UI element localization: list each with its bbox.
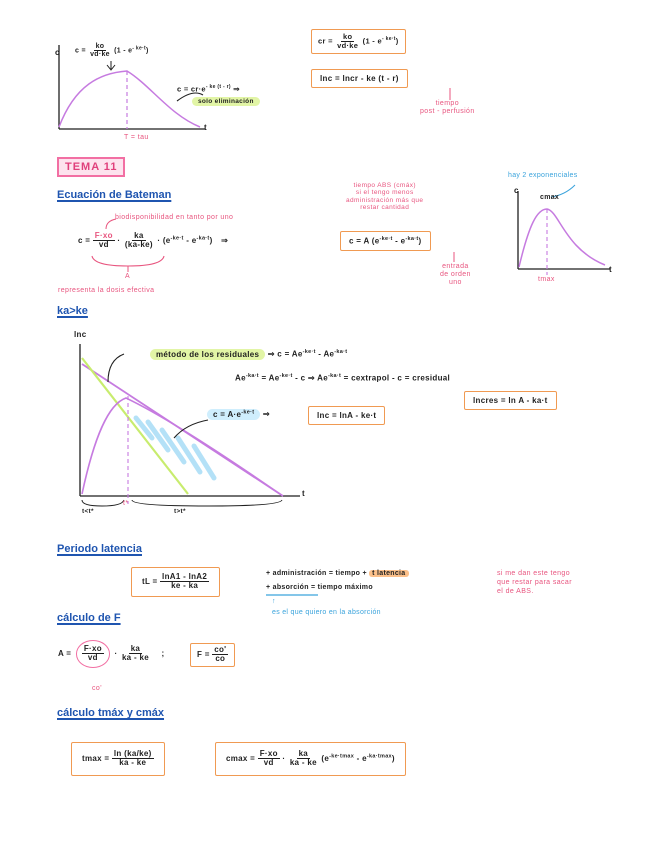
axis-t-label: t — [204, 123, 207, 132]
bateman-heading: Ecuación de Bateman — [57, 189, 172, 201]
t-less-label: t<t* — [82, 508, 94, 515]
cmax-box: cmax = $\frac{F\cdot xo}{vd}$ · $\frac{ka}{ka - ke}$ $(e^{-ke\cdot tmax} - e^{-ka\cdot tmax})$ — [215, 742, 406, 776]
f-ratio-box: F = $\frac{co'}{co}$ — [190, 643, 235, 667]
administracion-line: + administración = tiempo + t latencia — [266, 570, 409, 577]
solo-eliminacion-label: solo eliminación — [192, 97, 260, 106]
t-latencia-highlight: t latencia — [369, 570, 408, 577]
entrada-arrow — [452, 252, 458, 264]
absorcion-note: es el que quiero en la absorción — [272, 609, 381, 616]
tau-label: T = tau — [124, 134, 149, 141]
latencia-heading: Periodo latencia — [57, 543, 142, 555]
tema-badge: TEMA 11 — [57, 157, 125, 177]
cr-formula-box: cr = $\frac{ko}{vd\cdot ke}$ $(1 - e^{- ke\cdot t})$ — [311, 29, 406, 54]
mini-axis-c: c — [514, 186, 519, 195]
biodisp-arrow — [102, 219, 122, 231]
latencia-box: tL = $\frac{\ln A1 - \ln A2}{ke - ka}$ — [131, 567, 220, 597]
kake-heading: ka>ke — [57, 305, 88, 317]
tiempo-post-note: tiempo post - perfusión — [420, 100, 475, 116]
dosis-efectiva-note: representa la dosis efectiva — [58, 287, 155, 294]
calculo-tmax-heading: cálculo tmáx y cmáx — [57, 707, 165, 719]
tmax-label: tmax — [538, 276, 555, 283]
axis-lnc-label: lnc — [74, 330, 87, 339]
dos-exponenciales-note: hay 2 exponenciales — [508, 172, 578, 179]
entrada-note: entrada de orden uno — [440, 263, 471, 287]
tmax-box: tmax = $\frac{\ln (ka/ke)}{ka - ke}$ — [71, 742, 165, 776]
residual-derivation: $Ae^{-ka\cdot t} = Ae^{-ke\cdot t} - c$ ⇒ $Ae^{-ka\cdot t}$ = cextrapol - c = cresidual — [235, 373, 451, 383]
fxo-circled: $\frac{F\cdot xo}{vd}$ — [76, 640, 110, 668]
calculo-f-equation: A = $\frac{F\cdot xo}{vd}$ · $\frac{ka}{ka - ke}$ ; — [58, 640, 164, 668]
biodisponibilidad-note: biodisponibilidad en tanto por uno — [115, 214, 234, 221]
bateman-equation: c = $\frac{F\cdot xo}{vd}$ · $\frac{ka}{(ka-ke)}$ · $(e^{-ke\cdot t} - e^{-ka\cdot t})$ ⇒ — [78, 231, 229, 250]
absorcion-arrow: ↑ — [272, 598, 276, 605]
residuales-plot — [68, 338, 308, 513]
infusion-formula: c = $\frac{ko}{vd\cdot ke}$ $(1 - e^{- ke\cdot t})$ — [75, 43, 149, 59]
co-prime-label: co' — [92, 685, 102, 692]
bateman-mini-plot — [515, 185, 615, 275]
lnc-formula-box: lnc = lncr - ke (t - r) — [311, 69, 408, 88]
kake-axis-t: t — [302, 489, 305, 498]
c-ae-highlight: $c = A\cdot e^{-ke\cdot t}$ — [207, 409, 260, 420]
mini-axis-t: t — [609, 265, 612, 274]
t-star-label: t* — [123, 500, 129, 507]
cmax-label: cmax — [540, 194, 560, 201]
t-more-label: t>t* — [174, 508, 186, 515]
bateman-box: c = A $(e^{-ke\cdot t} - e^{-ka\cdot t})$ — [340, 231, 431, 251]
lncres-box: lncres = ln A - ka·t — [464, 391, 557, 410]
elimination-equation: $c = cr\cdot e^{- ke (t - r)}$ ⇒ — [177, 84, 240, 94]
residuales-label: método de los residuales — [150, 349, 265, 360]
calculo-f-heading: cálculo de F — [57, 612, 121, 624]
c-ae-row: $c = A\cdot e^{-ke\cdot t}$ ⇒ — [207, 409, 270, 419]
tiempo-abs-note: tiempo ABS (cmáx) si el tengo menos administración más que restar cantidad — [346, 182, 424, 212]
A-label: A — [125, 273, 131, 280]
residuales-row: método de los residuales ⇒ $c = Ae^{-ke\cdot t} - Ae^{-ka\cdot t}$ — [150, 349, 347, 359]
axis-c-label: c — [55, 48, 60, 57]
absorcion-line: + absorción = tiempo máximo — [266, 584, 373, 591]
abs-note-right: si me dan este tengo que restar para sacar el de ABS. — [497, 570, 572, 595]
lnc-lna-box: lnc = lnA - ke·t — [308, 406, 385, 425]
